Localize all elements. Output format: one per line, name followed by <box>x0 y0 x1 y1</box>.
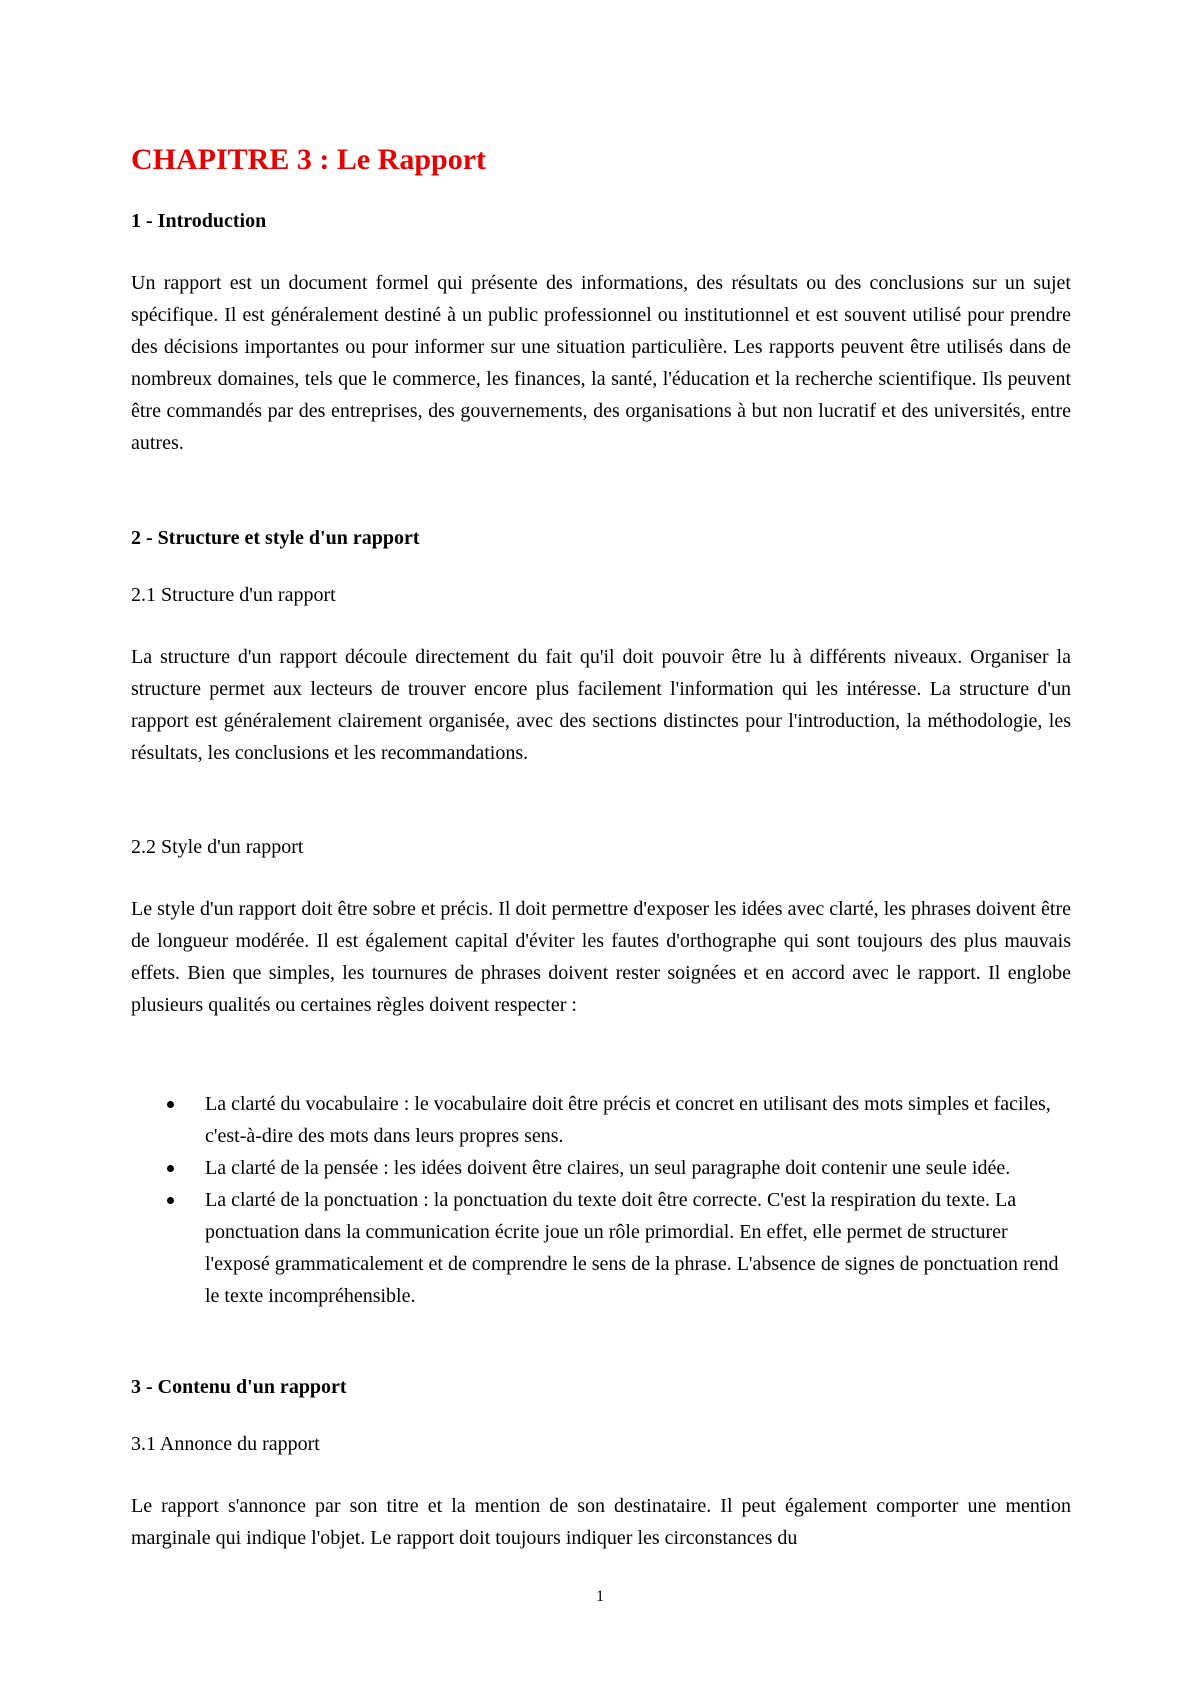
bullet-icon <box>167 1165 174 1172</box>
structure-paragraph: La structure d'un rapport découle directement du fait qu'il doit pouvoir être lu à différents niveaux. Organiser la structure permet aux lecteurs de trouver encore plus facilement l'information qui les intéresse. La structure d'un rapport est généralement clairement organisée, avec des sections distinctes pour l'introduction, la méthodologie, les résultats, les conclusions et les recommandations. <box>131 646 1071 764</box>
list-item <box>131 1184 1071 1312</box>
bullet-icon <box>167 1197 174 1204</box>
chapter-title: CHAPITRE 3 : Le Rapport <box>131 143 487 176</box>
list-item <box>131 1152 1071 1184</box>
page-number: 1 <box>596 1588 604 1605</box>
section-heading-structure-style: 2 - Structure et style d'un rapport <box>131 527 420 549</box>
subsection-heading-annonce: 3.1 Annonce du rapport <box>131 1433 320 1455</box>
style-paragraph: Le style d'un rapport doit être sobre et précis. Il doit permettre d'exposer les idées avec clarté, les phrases doivent être de longueur modérée. Il est également capital d'éviter les fautes d'orthographe qui sont toujours des plus mauvais effets. Bien que simples, les tournures de phrases doivent rester soignées et en accord avec le rapport. Il englobe plusieurs qualités ou certaines règles doivent respecter : <box>131 898 1071 1016</box>
subsection-heading-style: 2.2 Style d'un rapport <box>131 836 304 858</box>
bullet-icon <box>167 1101 174 1108</box>
list-item-text: La clarté du vocabulaire : le vocabulaire doit être précis et concret en utilisant des mots simples et faciles, c'est-à-dire des mots dans leurs propres sens. <box>205 1093 1051 1147</box>
section-heading-contenu: 3 - Contenu d'un rapport <box>131 1376 347 1398</box>
introduction-paragraph: Un rapport est un document formel qui présente des informations, des résultats ou des conclusions sur un sujet spécifique. Il est généralement destiné à un public professionnel ou institutionnel et est souvent utilisé pour prendre des décisions importantes ou pour informer sur une situation particulière. Les rapports peuvent être utilisés dans de nombreux domaines, tels que le commerce, les finances, la santé, l'éducation et la recherche scientifique. Ils peuvent être commandés par des entreprises, des gouvernements, des organisations à but non lucratif et des universités, entre autres. <box>131 272 1071 454</box>
section-heading-introduction: 1 - Introduction <box>131 210 267 232</box>
list-item <box>131 1088 1071 1152</box>
style-rules-list <box>131 1088 1071 1312</box>
annonce-paragraph: Le rapport s'annonce par son titre et la mention de son destinataire. Il peut également comporter une mention marginale qui indique l'objet. Le rapport doit toujours indiquer les circonstances du <box>131 1495 1071 1549</box>
list-item-text: La clarté de la ponctuation : la ponctuation du texte doit être correcte. C'est la respiration du texte. La ponctuation dans la communication écrite joue un rôle primordial. En effet, elle permet de structurer l'exposé grammaticalement et de comprendre le sens de la phrase. L'absence de signes de ponctuation rend le texte incompréhensible. <box>205 1189 1059 1307</box>
list-item-text: La clarté de la pensée : les idées doivent être claires, un seul paragraphe doit contenir une seule idée. <box>205 1157 1011 1179</box>
subsection-heading-structure: 2.1 Structure d'un rapport <box>131 584 336 606</box>
